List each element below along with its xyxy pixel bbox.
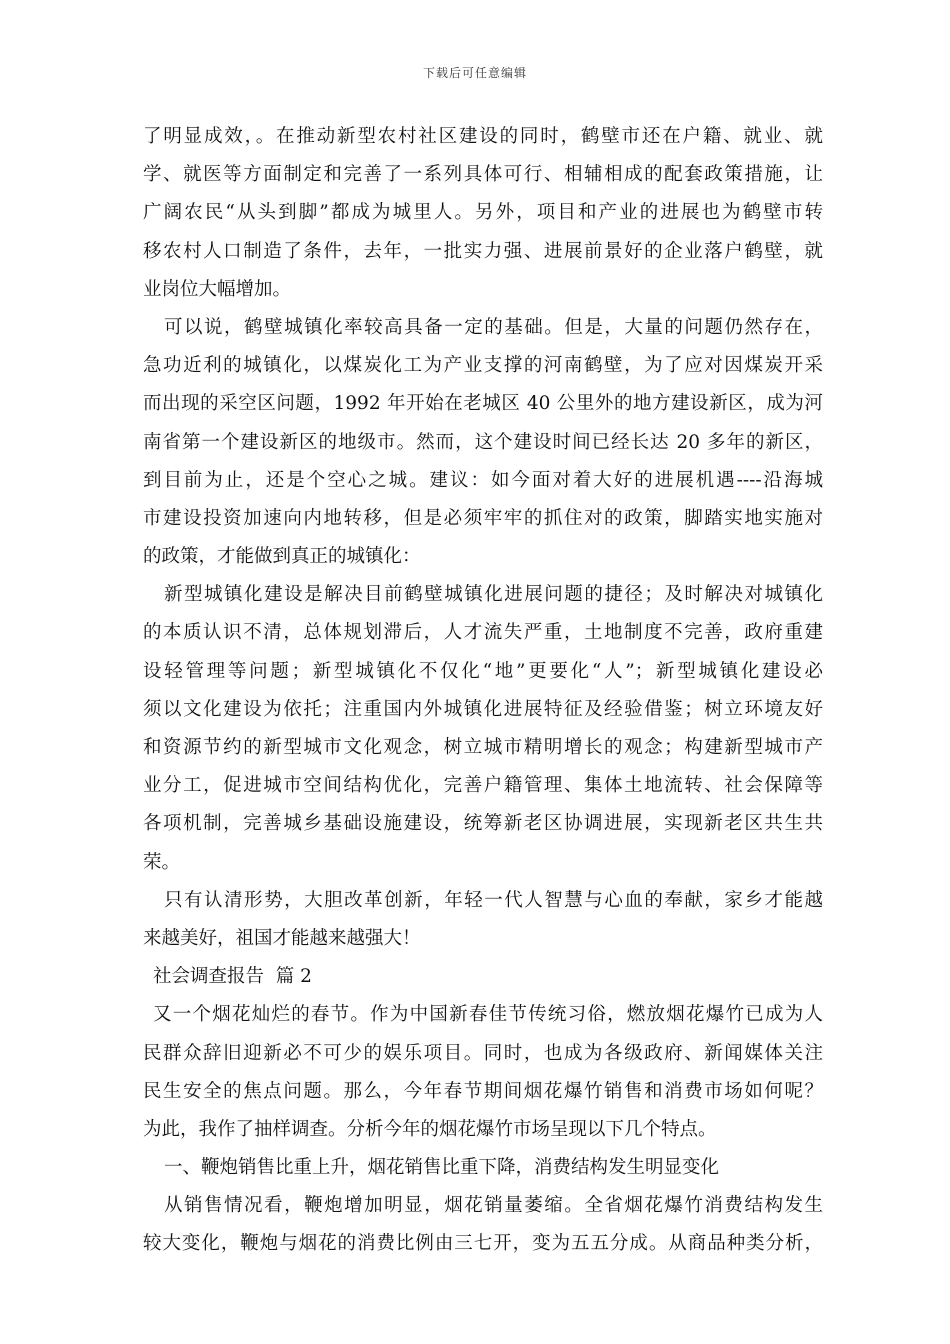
text-line: 民生安全的焦点问题。那么，今年春节期间烟花爆竹销售和消费市场如何呢？ [143,1080,823,1102]
text-line: 的本质认识不清，总体规划滞后，人才流失严重，土地制度不完善，政府重建 [143,622,823,644]
text-line: 南省第一个建设新区的地级市。然而，这个建设时间已经长达 20 多年的新区， [143,431,823,453]
text-line: 的政策，才能做到真正的城镇化： [143,546,421,568]
text-line: 业分工，促进城市空间结构优化，完善户籍管理、集体土地流转、社会保障等 [143,775,823,797]
subheading-line: 一、鞭炮销售比重上升，烟花销售比重下降，消费结构发生明显变化 [164,1157,720,1179]
text-line: 移农村人口制造了条件，去年，一批实力强、进展前景好的企业落户鹤壁，就 [143,240,823,262]
text-line: 学、就医等方面制定和完善了一系列具体可行、相辅相成的配套政策措施，让 [143,164,823,186]
page-header: 下载后可任意编辑 [422,66,527,80]
paragraph-start-line: 从销售情况看，鞭炮增加明显，烟花销量萎缩。全省烟花爆竹消费结构发生 [164,1195,823,1217]
paragraph-start-line: 新型城镇化建设是解决目前鹤壁城镇化进展问题的捷径；及时解决对城镇化 [164,584,823,606]
text-line: 和资源节约的新型城市文化观念，树立城市精明增长的观念；构建新型城市产 [143,737,823,758]
text-line: 各项机制，完善城乡基础设施建设，统筹新老区协调进展，实现新老区共生共 [143,813,823,835]
paragraph-start-line: 可以说，鹤壁城镇化率较高具备一定的基础。但是，大量的问题仍然存在， [164,316,823,338]
text-line: 而出现的采空区问题，1992 年开始在老城区 40 公里外的地方建设新区，成为河 [143,393,823,415]
paragraph-start-line: 又一个烟花灿烂的春节。作为中国新春佳节传统习俗，燃放烟花爆竹已成为人 [153,1004,823,1026]
text-line: 为此，我作了抽样调查。分析今年的烟花爆竹市场呈现以下几个特点。 [143,1118,717,1140]
paragraph-start-line: 只有认清形势，大胆改革创新，年轻一代人智慧与心血的奉献，家乡才能越 [164,889,823,911]
section-heading: 社会调查报告 篇 2 [153,966,312,988]
text-line: 急功近利的城镇化，以煤炭化工为产业支撑的河南鹤壁，为了应对因煤炭开采 [143,355,823,377]
text-line: 来越美好，祖国才能越来越强大！ [143,927,421,949]
document-body [143,118,823,1264]
text-line: 民群众辞旧迎新必不可少的娱乐项目。同时，也成为各级政府、新闻媒体关注 [143,1042,823,1064]
text-line: 荣。 [143,851,181,873]
text-line: 设轻管理等问题；新型城镇化不仅化“地”更要化“人”；新型城镇化建设必 [143,660,823,682]
text-line: 须以文化建设为依托；注重国内外城镇化进展特征及经验借鉴；树立环境友好 [143,698,823,720]
text-line: 了明显成效，。在推动新型农村社区建设的同时，鹤壁市还在户籍、就业、就 [143,126,823,147]
text-line: 广阔农民“从头到脚”都成为城里人。另外，项目和产业的进展也为鹤壁市转 [143,202,823,224]
text-line: 市建设投资加速向内地转移，但是必须牢牢的抓住对的政策，脚踏实地实施对 [143,507,823,529]
text-line: 业岗位大幅增加。 [143,278,292,300]
text-line: 到目前为止，还是个空心之城。建议：如今面对着大好的进展机遇----沿海城 [143,469,823,491]
text-line: 较大变化，鞭炮与烟花的消费比例由三七开，变为五五分成。从商品种类分析， [143,1233,823,1255]
